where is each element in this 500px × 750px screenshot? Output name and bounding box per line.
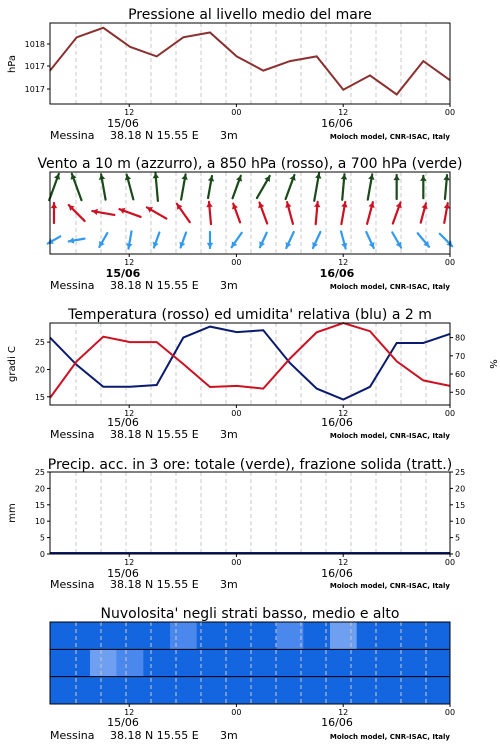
humidity-y-tick-label: 80	[455, 333, 466, 343]
pressure-ylabel: hPa	[7, 54, 18, 74]
wind-10m-arrow	[312, 232, 320, 248]
x-tick-label: 12	[338, 558, 349, 567]
date-label-1: 15/06	[107, 117, 139, 130]
precip-y-tick-label: 5	[39, 533, 45, 543]
wind-850-arrow	[285, 202, 293, 224]
wind-850-arrow	[51, 203, 57, 223]
cloud-cell	[90, 649, 117, 676]
x-tick-label: 12	[124, 409, 135, 418]
precip-plot-frame	[50, 472, 450, 554]
temperature-y-tick-label: 25	[34, 338, 45, 348]
wind-10m-arrow	[286, 232, 294, 248]
pressure-panel	[7, 7, 455, 142]
precip-ylabel: mm	[7, 503, 18, 523]
precip-y2-tick-label: 25	[455, 468, 466, 477]
clouds-title: Nuvolosita' negli strati basso, medio e alto	[100, 606, 400, 622]
date-label-2: 16/06	[321, 567, 353, 580]
date-label-1: 15/06	[107, 416, 139, 429]
wind-700-arrow	[208, 176, 214, 198]
precip-y-tick-label: 20	[34, 484, 45, 494]
wind-850-arrow	[367, 202, 375, 224]
precipitation-panel	[7, 457, 465, 591]
x-tick-label: 00	[231, 708, 242, 717]
x-tick-label: 00	[231, 108, 242, 117]
wind-700-arrow	[341, 174, 347, 200]
wind-10m-arrow	[259, 233, 267, 248]
model-credit: Moloch model, CNR-ISAC, Italy	[329, 733, 450, 741]
location-elevation: 3m	[220, 129, 238, 142]
temp-rh-title: Temperatura (rosso) ed umidita' relativa (blu) a 2 m	[68, 307, 432, 323]
precip-y2-tick-label: 15	[455, 500, 466, 510]
x-tick-label: 12	[124, 258, 135, 267]
pressure-y-tick-label: 1017	[24, 85, 45, 94]
model-credit: Moloch model, CNR-ISAC, Italy	[329, 133, 450, 141]
location-elevation: 3m	[220, 578, 238, 591]
x-tick-label: 12	[124, 558, 135, 567]
wind-700-arrow	[153, 173, 159, 201]
date-label-2: 16/06	[321, 416, 353, 429]
wind-700-arrow	[368, 174, 375, 199]
wind-850-arrow	[341, 202, 347, 224]
location-elevation: 3m	[220, 729, 238, 742]
location-name: Messina	[50, 279, 95, 292]
wind-850-arrow	[119, 208, 140, 217]
temp-rh-plot-frame	[50, 323, 450, 405]
model-credit: Moloch model, CNR-ISAC, Italy	[329, 582, 450, 590]
temperature-ylabel: gradi C	[7, 346, 18, 382]
wind-10m-arrow	[69, 237, 85, 243]
x-tick-label: 12	[338, 108, 349, 117]
pressure-y-tick-label: 1018	[24, 40, 45, 49]
precip-y-tick-label: 15	[34, 500, 45, 510]
x-tick-label: 12	[338, 708, 349, 717]
precip-y2-tick-label: 5	[455, 533, 461, 543]
precip-footer	[50, 567, 450, 591]
x-tick-label: 00	[444, 708, 456, 717]
wind-700-arrow	[233, 176, 243, 199]
date-label-2: 16/06	[319, 267, 355, 280]
wind-plot-frame	[50, 172, 450, 254]
wind-850-arrow	[258, 202, 267, 223]
cloud-cell	[277, 622, 304, 649]
x-tick-label: 00	[444, 558, 456, 567]
wind-700-arrow	[394, 175, 400, 199]
clouds-panel	[50, 606, 455, 742]
wind-10m-arrow	[366, 232, 374, 248]
pressure-footer	[50, 117, 450, 142]
x-tick-label: 00	[231, 558, 242, 567]
wind-10m-arrow	[207, 232, 213, 248]
temperature-y-tick-label: 20	[34, 365, 45, 375]
location-coords: 38.18 N 15.55 E	[110, 279, 199, 292]
x-tick-label: 00	[444, 108, 456, 117]
wind-850-arrow	[69, 205, 85, 221]
pressure-title: Pressione al livello medio del mare	[128, 7, 372, 23]
humidity-y-tick-label: 70	[455, 351, 466, 361]
location-coords: 38.18 N 15.55 E	[110, 729, 199, 742]
location-coords: 38.18 N 15.55 E	[110, 428, 199, 441]
wind-10m-arrow	[392, 232, 401, 247]
wind-10m-arrow	[232, 233, 242, 247]
wind-700-arrow	[181, 174, 188, 199]
precip-y2-tick-label: 20	[455, 484, 466, 494]
humidity-y-tick-label: 60	[455, 370, 466, 380]
pressure-y-tick-label: 1017	[24, 62, 45, 71]
temperature-y-tick-label: 15	[34, 392, 45, 402]
date-label-1: 15/06	[107, 716, 139, 729]
x-tick-label: 00	[231, 258, 242, 267]
x-tick-label: 12	[124, 108, 135, 117]
wind-700-arrow	[286, 175, 296, 199]
x-tick-label: 00	[444, 409, 456, 418]
date-label-1: 15/06	[107, 567, 139, 580]
precip-y-tick-label: 0	[39, 550, 45, 559]
humidity-ylabel: %	[487, 359, 498, 369]
wind-850-arrow	[206, 202, 212, 224]
wind-850-arrow	[393, 202, 402, 223]
temp-rh-footer	[50, 416, 450, 441]
date-label-2: 16/06	[321, 117, 353, 130]
x-tick-label: 12	[338, 409, 349, 418]
location-name: Messina	[50, 428, 95, 441]
location-name: Messina	[50, 729, 95, 742]
wind-10m-arrow	[153, 232, 160, 247]
x-tick-label: 12	[124, 708, 135, 717]
wind-850-arrow	[92, 209, 114, 215]
location-coords: 38.18 N 15.55 E	[110, 129, 199, 142]
wind-850-arrow	[421, 203, 428, 222]
precip-title: Precip. acc. in 3 ore: totale (verde), frazione solida (tratt.)	[47, 457, 453, 473]
precip-y-tick-label: 10	[34, 517, 45, 527]
wind-10m-arrow	[179, 232, 186, 247]
wind-10m-arrow	[99, 233, 107, 247]
location-coords: 38.18 N 15.55 E	[110, 578, 199, 591]
wind-700-arrow	[49, 174, 60, 200]
location-name: Messina	[50, 129, 95, 142]
wind-700-arrow	[257, 176, 270, 198]
wind-850-arrow	[314, 202, 320, 224]
wind-footer	[50, 267, 450, 292]
wind-10m-arrow	[341, 231, 347, 248]
wind-850-arrow	[232, 204, 240, 223]
wind-700-arrow	[99, 174, 106, 199]
x-tick-label: 00	[444, 258, 456, 267]
pressure-line	[50, 28, 450, 95]
humidity-y-tick-label: 50	[455, 388, 466, 398]
wind-panel	[37, 156, 462, 292]
wind-700-arrow	[443, 175, 449, 199]
cloud-cell	[117, 649, 144, 676]
wind-850-arrow	[444, 203, 450, 223]
temperature-humidity-panel	[7, 307, 498, 441]
location-elevation: 3m	[220, 428, 238, 441]
location-name: Messina	[50, 578, 95, 591]
cloud-cell	[330, 622, 357, 649]
precip-y2-tick-label: 0	[455, 550, 461, 559]
model-credit: Moloch model, CNR-ISAC, Italy	[329, 283, 450, 291]
wind-850-arrow	[177, 204, 190, 222]
clouds-footer	[50, 716, 450, 742]
model-credit: Moloch model, CNR-ISAC, Italy	[329, 432, 450, 440]
date-label-1: 15/06	[105, 267, 141, 280]
cloud-cell	[170, 622, 197, 649]
wind-700-arrow	[314, 173, 321, 201]
x-tick-label: 12	[338, 258, 349, 267]
wind-10m-arrow	[418, 233, 429, 246]
precip-y2-tick-label: 10	[455, 517, 466, 527]
x-tick-label: 00	[231, 409, 242, 418]
wind-10m-arrow	[126, 231, 132, 248]
location-elevation: 3m	[220, 279, 238, 292]
wind-title: Vento a 10 m (azzurro), a 850 hPa (rosso), a 700 hPa (verde)	[37, 156, 463, 172]
wind-850-arrow	[147, 207, 166, 219]
precip-y-tick-label: 25	[34, 468, 45, 477]
date-label-2: 16/06	[321, 716, 353, 729]
